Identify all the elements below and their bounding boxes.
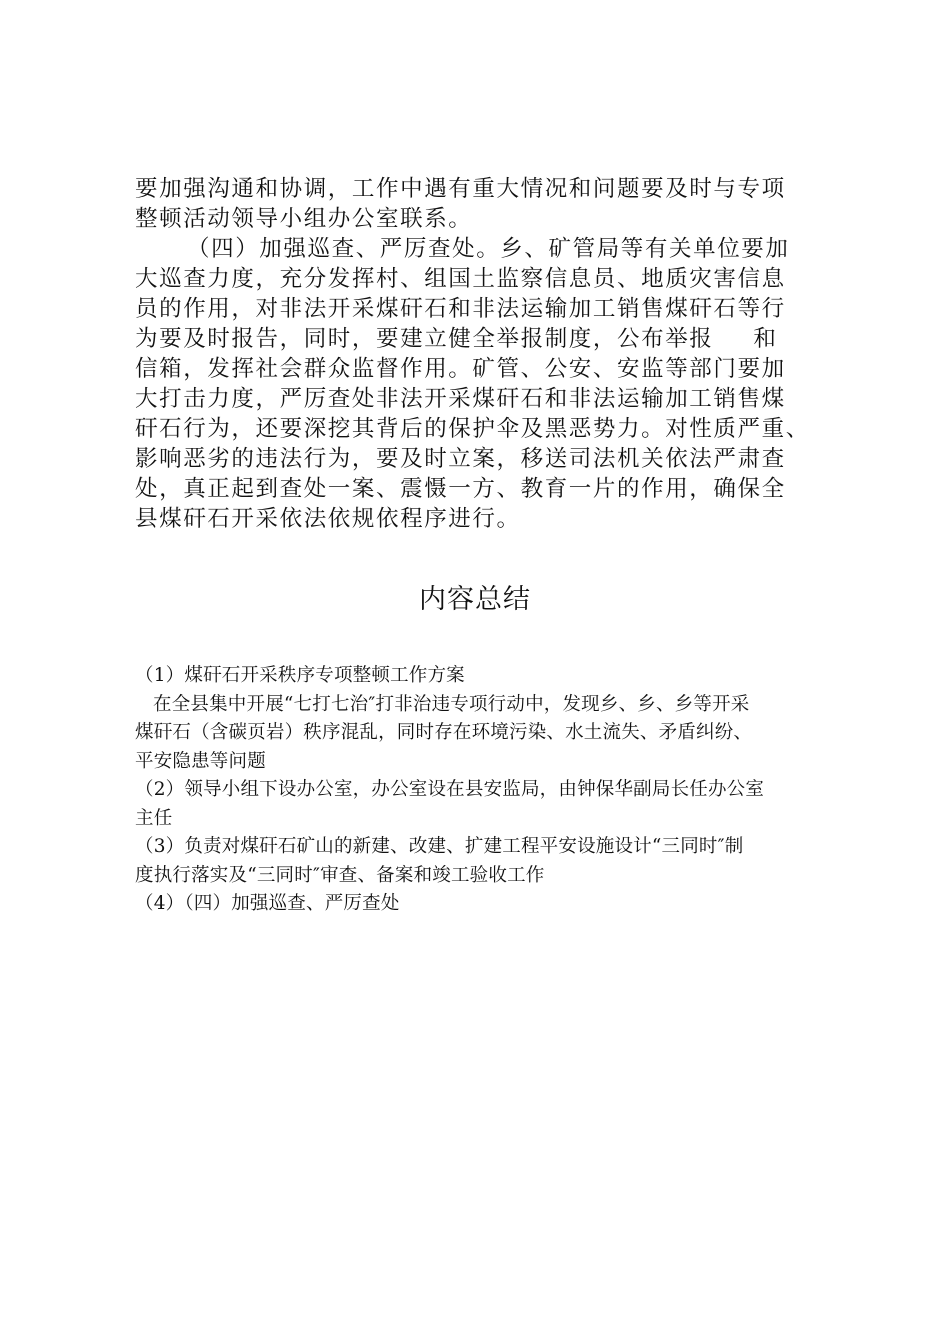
summary-line: （3）负责对煤矸石矿山的新建、改建、扩建工程平安设施设计“三同时″制: [135, 836, 744, 857]
body-line-text: 为要及时报告，同时，要建立健全举报制度，公布举报: [135, 326, 714, 352]
summary-title: 内容总结: [419, 584, 531, 615]
body-line: 矸石行为，还要深挖其背后的保护伞及黑恶势力。对性质严重、: [135, 416, 810, 442]
summary-line: 平安隐患等问题: [135, 750, 266, 772]
body-line: （四）加强巡查、严厉查处。乡、矿管局等有关单位要加: [187, 236, 790, 262]
summary-line: （4）（四）加强巡查、严厉查处: [135, 893, 400, 914]
body-line-text: 和: [753, 326, 778, 352]
body-line: 整顿活动领导小组办公室联系。: [135, 206, 473, 232]
body-line: 大打击力度，严厉查处非法开采煤矸石和非法运输加工销售煤: [135, 386, 786, 412]
summary-line: （1）煤矸石开采秩序专项整顿工作方案: [135, 665, 465, 686]
body-line: 员的作用，对非法开采煤矸石和非法运输加工销售煤矸石等行: [135, 296, 786, 322]
summary-line: 在全县集中开展“七打七治″打非治违专项行动中，发现乡、乡、乡等开采: [153, 693, 750, 715]
body-line: 县煤矸石开采依法依规依程序进行。: [135, 506, 521, 532]
body-line: 要加强沟通和协调，工作中遇有重大情况和问题要及时与专项: [135, 176, 786, 202]
body-line: 信箱，发挥社会群众监督作用。矿管、公安、安监等部门要加: [135, 356, 786, 382]
summary-line: 主任: [135, 807, 173, 829]
body-line: 影响恶劣的违法行为，要及时立案，移送司法机关依法严肃查: [135, 446, 786, 472]
body-line: 大巡查力度，充分发挥村、组国土监察信息员、地质灾害信息: [135, 266, 786, 292]
body-paragraph: [135, 174, 825, 534]
summary-line: 煤矸石（含碳页岩）秩序混乱，同时存在环境污染、水土流失、矛盾纠纷、: [135, 722, 753, 743]
summary-line: 度执行落实及“三同时″审查、备案和竣工验收工作: [135, 864, 545, 886]
summary-line: （2）领导小组下设办公室，办公室设在县安监局，由钟保华副局长任办公室: [135, 779, 765, 800]
body-line: 处，真正起到查处一案、震慑一方、教育一片的作用，确保全: [135, 476, 786, 502]
body-line: [135, 324, 825, 354]
summary-list: [135, 662, 835, 919]
